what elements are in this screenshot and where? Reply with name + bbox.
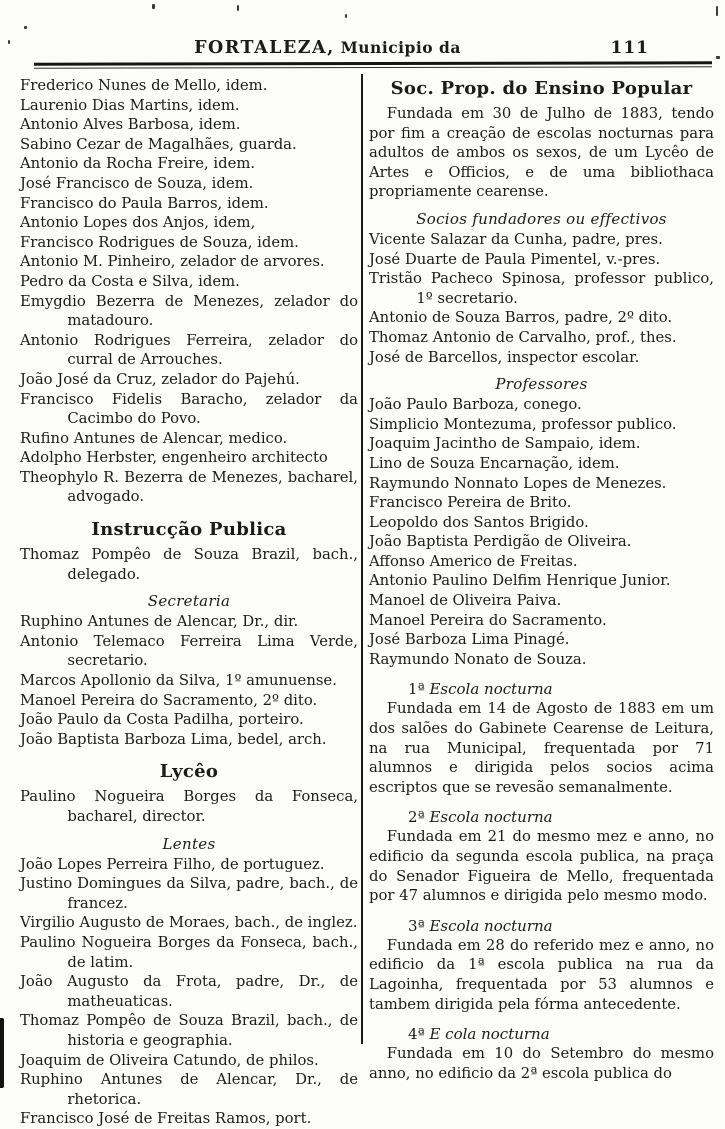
directory-entry: Marcos Apollonio da Silva, 1º amunuense. bbox=[20, 672, 337, 690]
section-heading: Instrucção Publica bbox=[91, 519, 287, 541]
directory-entry: Affonso Americo de Freitas. bbox=[369, 552, 578, 570]
directory-entry: João Baptista Perdigão de Oliveira. bbox=[369, 533, 632, 551]
school-ordinal: 3ª bbox=[408, 916, 425, 935]
school-title: E cola nocturna bbox=[429, 1025, 550, 1044]
directory-entry: João José da Cruz, zelador do Pajehú. bbox=[20, 370, 300, 388]
directory-entry: João Augusto da Frota, padre, Dr., de matheuaticas. bbox=[20, 973, 358, 1010]
school-ordinal: 1ª bbox=[408, 680, 425, 699]
directory-entry: Antonio Lopes dos Anjos, idem, bbox=[20, 214, 256, 232]
directory-entry: Thomaz Antonio de Carvalho, prof., thes. bbox=[369, 328, 677, 346]
directory-entry: Francisco Pereira de Brito. bbox=[369, 494, 572, 512]
scan-speck bbox=[716, 56, 720, 59]
scan-speck bbox=[237, 5, 239, 11]
directory-entry: Joaquim Jacintho de Sampaio, idem. bbox=[369, 435, 641, 453]
directory-entry: João Baptista Barboza Lima, bedel, arch. bbox=[20, 730, 327, 748]
directory-entry: Paulino Nogueira Borges da Fonseca, bacharel, director. bbox=[20, 788, 358, 825]
directory-entry: Antonio Paulino Delfim Henrique Junior. bbox=[369, 572, 671, 590]
body-paragraph: Fundada em 28 do referido mez e anno, no edificio da 1ª escola publica na rua da Lagoinha, frequentada por 53 alumnos e tambem dirigida pela fórma antecedente. bbox=[369, 936, 714, 1013]
directory-entry: Manoel de Oliveira Paiva. bbox=[369, 592, 562, 610]
directory-entry: Paulino Nogueira Borges da Fonseca, bach., de latim. bbox=[20, 933, 358, 971]
scan-speck bbox=[8, 40, 10, 44]
directory-entry: Laurenio Dias Martins, idem. bbox=[20, 96, 240, 114]
directory-entry: João Paulo Barboza, conego. bbox=[369, 396, 582, 414]
directory-entry: José Barboza Lima Pinagé. bbox=[369, 631, 570, 649]
directory-entry: Ruphino Antunes de Alencar, Dr., de rhetorica. bbox=[20, 1071, 358, 1108]
left-column bbox=[20, 74, 358, 1128]
scan-speck bbox=[716, 6, 718, 16]
directory-entry: Simplicio Montezuma, professor publico. bbox=[369, 415, 677, 433]
school-title: Escola nocturna bbox=[429, 808, 553, 827]
directory-entry: José Francisco de Souza, idem. bbox=[20, 174, 254, 192]
directory-entry: Theophylo R. Bezerra de Menezes, bacharel, advogado. bbox=[20, 468, 358, 506]
page-number: 111 bbox=[610, 38, 649, 58]
header-place: FORTALEZA, bbox=[194, 38, 335, 58]
directory-entry: Frederico Nunes de Mello, idem. bbox=[20, 77, 268, 94]
directory-entry: Francisco Rodrigues de Souza, idem. bbox=[20, 233, 299, 251]
body-paragraph: Fundada em 14 de Agosto de 1883 em um dos salões do Gabinete Cearense de Leitura, na rua Municipal, frequentada por 71 alumnos e dirigida pelos socios acima escriptos que se revesão semanalmente. bbox=[369, 700, 714, 796]
section-subheading: Lentes bbox=[162, 834, 216, 853]
directory-entry: Vicente Salazar da Cunha, padre, pres. bbox=[369, 230, 663, 248]
directory-entry: Thomaz Pompêo de Souza Brazil, bach., de historia e geographia. bbox=[20, 1012, 358, 1049]
directory-entry: Antonio da Rocha Freire, idem. bbox=[20, 155, 256, 173]
directory-entry: Ruphino Antunes de Alencar, Dr., dir. bbox=[20, 613, 299, 631]
body-paragraph: Fundada em 21 do mesmo mez e anno, no edificio da segunda escola publica, na praça do Senador Figueira de Mello, frequentada por 47 alumnos e dirigida pelo mesmo modo. bbox=[369, 828, 714, 905]
directory-entry: Emygdio Bezerra de Menezes, zelador do matadouro. bbox=[20, 292, 358, 330]
directory-entry: Justino Domingues da Silva, padre, bach., de francez. bbox=[20, 875, 358, 912]
directory-entry: Joaquim de Oliveira Catundo, de philos. bbox=[20, 1051, 319, 1069]
directory-entry: Pedro da Costa e Silva, idem. bbox=[20, 272, 240, 290]
directory-entry: Lino de Souza Encarnação, idem. bbox=[369, 454, 620, 472]
section-heading: Soc. Prop. do Ensino Popular bbox=[390, 78, 693, 99]
page-header bbox=[0, 38, 655, 58]
directory-entry: Francisco Fidelis Baracho, zelador da Cacimbo do Povo. bbox=[20, 390, 358, 428]
directory-entry: Manoel Pereira do Sacramento, 2º dito. bbox=[20, 691, 318, 709]
body-paragraph: Fundada em 10 do Setembro do mesmo anno, no edificio da 2ª escola publica do bbox=[369, 1045, 714, 1082]
directory-entry: Antonio Rodrigues Ferreira, zelador do curral de Arrouches. bbox=[20, 331, 358, 369]
scan-speck bbox=[345, 14, 347, 18]
directory-entry: José de Barcellos, inspector escolar. bbox=[369, 348, 640, 366]
directory-entry: Sabino Cezar de Magalhães, guarda. bbox=[20, 135, 297, 153]
directory-entry: Francisco José de Freitas Ramos, port. bbox=[20, 1110, 312, 1128]
directory-entry: João Lopes Perreira Filho, de portuguez. bbox=[20, 855, 325, 873]
section-subheading: Socios fundadores ou effectivos bbox=[416, 209, 667, 228]
directory-entry: Rufino Antunes de Alencar, medico. bbox=[20, 429, 288, 447]
scan-speck bbox=[24, 26, 27, 29]
directory-entry: Antonio Alves Barbosa, idem. bbox=[20, 116, 241, 134]
page-body bbox=[20, 74, 714, 1128]
directory-entry: Raymundo Nonato de Souza. bbox=[369, 650, 587, 668]
school-subheading bbox=[369, 1025, 714, 1043]
directory-entry: José Duarte de Paula Pimentel, v.-pres. bbox=[369, 250, 661, 268]
section-heading: Lycêo bbox=[159, 761, 219, 783]
school-ordinal: 2ª bbox=[408, 808, 425, 827]
directory-entry: João Paulo da Costa Padilha, porteiro. bbox=[20, 711, 304, 729]
section-subheading: Professores bbox=[495, 375, 588, 394]
school-subheading bbox=[369, 917, 714, 935]
school-subheading bbox=[369, 680, 714, 698]
directory-entry: Adolpho Herbster, engenheiro architecto bbox=[20, 449, 328, 467]
scan-speck bbox=[152, 4, 155, 9]
directory-entry: Virgilio Augusto de Moraes, bach., de inglez. bbox=[20, 914, 358, 932]
right-column bbox=[363, 74, 714, 1082]
scan-smudge bbox=[0, 1018, 4, 1088]
directory-entry: Leopoldo dos Santos Brigido. bbox=[369, 513, 589, 531]
directory-entry: Tristão Pacheco Spinosa, professor publico, 1º secretario. bbox=[369, 270, 714, 307]
section-subheading: Secretaria bbox=[147, 592, 231, 611]
school-title: Escola nocturna bbox=[429, 680, 553, 699]
body-paragraph: Fundada em 30 de Julho de 1883, tendo por fim a creação de escolas nocturnas para adultos de ambos os sexos, de um Lycêo de Artes e Officios, e de uma bibliothaca propriamente cearense. bbox=[369, 105, 714, 201]
directory-entry: Antonio Telemaco Ferreira Lima Verde, secretario. bbox=[20, 632, 358, 670]
directory-entry: Antonio M. Pinheiro, zelador de arvores. bbox=[20, 253, 325, 271]
directory-entry: Manoel Pereira do Sacramento. bbox=[369, 611, 607, 629]
directory-entry: Thomaz Pompêo de Souza Brazil, bach., delegado. bbox=[20, 546, 358, 583]
school-ordinal: 4ª bbox=[408, 1025, 425, 1044]
directory-entry: Antonio de Souza Barros, padre, 2º dito. bbox=[369, 309, 673, 327]
school-subheading bbox=[369, 808, 714, 826]
header-suffix: Municipio da bbox=[334, 38, 461, 57]
school-title: Escola nocturna bbox=[429, 916, 553, 935]
directory-entry: Francisco do Paula Barros, idem. bbox=[20, 194, 269, 212]
directory-entry: Raymundo Nonnato Lopes de Menezes. bbox=[369, 474, 667, 492]
header-rule bbox=[34, 61, 712, 68]
